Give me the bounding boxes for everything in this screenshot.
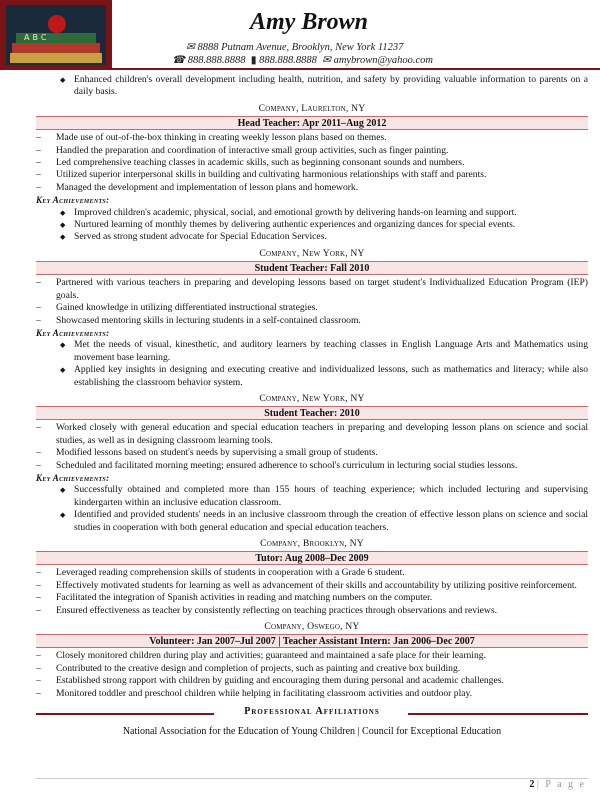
duty-text: Facilitated the integration of Spanish activities in reading and matching numbers on the computer. [56, 592, 433, 604]
page-label: | P a g e [536, 779, 586, 790]
duty-text: Effectively motivated students for learning as well as advancement of their skills and accountability by utilizing positive reinforcement. [56, 579, 577, 591]
resume-header [0, 0, 600, 70]
duty-text: Monitored toddler and preschool children while helping in facilitating classroom activities and outdoor play. [56, 687, 473, 699]
job-title: Student Teacher: 2010 [36, 406, 588, 420]
job-title: Volunteer: Jan 2007–Jul 2007 | Teacher Assistant Intern: Jan 2006–Dec 2007 [36, 634, 588, 648]
footer-divider [36, 778, 588, 779]
achievement-item [36, 231, 588, 243]
dash-bullet-icon: – [36, 157, 41, 169]
achievement-text: Improved children's academic, physical, social, and emotional growth by delivering hands-on learning and support. [74, 206, 517, 218]
achievement-text: Successfully obtained and completed more than 155 hours of teaching experience; which included lecturing and supervising kindergarten within an inclusive education classroom. [74, 484, 588, 508]
duty-text: Gained knowledge in utilizing differentiated instructional strategies. [56, 302, 318, 314]
duty-item [36, 580, 588, 592]
diamond-bullet-icon: ◆ [60, 341, 66, 350]
duty-text: Handled the preparation and coordination of interactive small group activities, such as finger painting. [56, 144, 449, 156]
professional-heading: Professional Affiliations [244, 706, 380, 718]
professional-heading-row [36, 706, 588, 720]
dash-bullet-icon: – [36, 132, 41, 144]
job-title: Head Teacher: Apr 2011–Aug 2012 [36, 116, 588, 130]
duty-item [36, 605, 588, 617]
jobs-list [36, 103, 588, 700]
key-achievements-label: Key Achievements: [36, 195, 110, 206]
dash-bullet-icon: – [36, 422, 41, 434]
duty-item [36, 447, 588, 459]
duty-text: Led comprehensive teaching classes in academic skills, such as beginning consonant sounds and numbers. [56, 157, 465, 169]
duty-text: Partnered with various teachers in preparing and developing lessons based on target student's Individualized Education Program (IEP) goals. [56, 277, 588, 301]
duty-item [36, 145, 588, 157]
logo-text: ABC [24, 33, 50, 42]
dash-bullet-icon: – [36, 662, 41, 674]
duty-text: Worked closely with general education and special education teachers in preparing and developing lesson plans on science and social studies, as well as in designing classroom learning tools. [56, 422, 588, 446]
address-line [186, 42, 403, 54]
dash-bullet-icon: – [36, 447, 41, 459]
logo-image [0, 0, 112, 70]
resume-body [36, 74, 588, 738]
diamond-bullet-icon: ◆ [60, 76, 66, 84]
job-company: Company, New York, NY [259, 247, 365, 259]
achievement-item [36, 484, 588, 509]
duty-item [36, 277, 588, 302]
duty-item [36, 650, 588, 662]
duty-text: Ensured effectiveness as teacher by consistently reflecting on teaching practices through observations and reviews. [56, 604, 497, 616]
job-company: Company, New York, NY [259, 392, 365, 404]
diamond-bullet-icon: ◆ [60, 233, 66, 242]
job-title: Tutor: Aug 2008–Dec 2009 [36, 551, 588, 565]
apple-icon [48, 15, 66, 33]
job-company: Company, Brooklyn, NY [260, 538, 364, 549]
achievement-text: Met the needs of visual, kinesthetic, and auditory learners by teaching classes in English Language Arts and Mathematics using movement base learning. [74, 339, 588, 363]
dash-bullet-icon: – [36, 459, 41, 471]
page-number: 2 [529, 779, 535, 790]
dash-bullet-icon: – [36, 675, 41, 687]
logo-books-image [6, 5, 106, 65]
dash-bullet-icon: – [36, 302, 41, 314]
achievement-item [36, 509, 588, 534]
duty-item [36, 157, 588, 169]
achievement-text: Nurtured learning of monthly themes by delivering authentic experiences and organizing dances for special events. [74, 219, 516, 231]
duty-item [36, 169, 588, 181]
dash-bullet-icon: – [36, 579, 41, 591]
dash-bullet-icon: – [36, 144, 41, 156]
dash-bullet-icon: – [36, 687, 41, 699]
duty-item [36, 182, 588, 194]
phone-icon: ☎ [172, 55, 186, 66]
duty-text: Established strong rapport with children by guiding and encouraging them during personal and academic challenges. [56, 675, 504, 687]
mobile-text: 888.888.8888 [259, 55, 317, 66]
mobile-icon: ▮ [250, 55, 257, 66]
address-text: 8888 Putnam Avenue, Brooklyn, New York 11237 [197, 42, 404, 53]
achievement-text: Served as strong student advocate for Special Education Services. [74, 231, 327, 243]
job-title: Student Teacher: Fall 2010 [36, 261, 588, 275]
job-company: Company, Laurelton, NY [258, 102, 366, 114]
duty-text: Utilized superior interpersonal skills in building and cultivating harmonious relationships with staff and parents. [56, 169, 487, 181]
achievement-text: Applied key insights in designing and executing creative and individualized lessons, such as mathematics and literacy; while also establishing the classroom behavior system. [74, 364, 588, 388]
page-footer [529, 779, 586, 791]
duty-item [36, 675, 588, 687]
diamond-bullet-icon: ◆ [60, 511, 66, 520]
candidate-name: Amy Brown [250, 9, 369, 35]
professional-affiliations: National Association for the Education of Young Children | Council for Exceptional Education [122, 726, 502, 738]
duty-item [36, 302, 588, 314]
diamond-bullet-icon: ◆ [60, 486, 66, 495]
duty-text: Contributed to the creative design and completion of projects, such as painting and creative box building. [56, 662, 461, 674]
dash-bullet-icon: – [36, 604, 41, 616]
duty-item [36, 460, 588, 472]
dash-bullet-icon: – [36, 567, 41, 579]
duty-item [36, 592, 588, 604]
phone-text: 888.888.8888 [187, 55, 246, 66]
email-text: amybrown@yahoo.com [333, 55, 433, 66]
achievement-text: Identified and provided students' needs in an inclusive classroom through the creation of effective lesson plans on science and social studies in cooperation with both general education and special education teachers. [74, 509, 588, 533]
achievement-item [36, 207, 588, 219]
achievement-item [36, 339, 588, 364]
envelope-icon: ✉ [186, 42, 195, 53]
intro-bullet: ◆ Enhanced children's overall development including health, nutrition, and safety by providing valuable information to parents on a daily basis. [60, 74, 588, 98]
duty-item [36, 132, 588, 144]
duty-text: Scheduled and facilitated morning meeting; ensured adherence to school's curriculum in lecturing social studies lessons. [56, 459, 518, 471]
duty-item [36, 567, 588, 579]
duty-item [36, 315, 588, 327]
duty-text: Made use of out-of-the-box thinking in creating weekly lesson plans based on themes. [56, 132, 387, 144]
job-company: Company, Oswego, NY [264, 621, 360, 633]
dash-bullet-icon: – [36, 181, 41, 193]
duty-text: Closely monitored children during play and activities; guaranteed and maintained a safe place for their learning. [56, 650, 486, 662]
dash-bullet-icon: – [36, 650, 41, 662]
duty-item [36, 688, 588, 700]
key-achievements-label: Key Achievements: [36, 472, 110, 483]
duty-text: Modified lessons based on student's needs by supervising a small group of students. [56, 447, 378, 459]
dash-bullet-icon: – [36, 592, 41, 604]
diamond-bullet-icon: ◆ [60, 208, 66, 217]
achievement-item [36, 364, 588, 389]
diamond-bullet-icon: ◆ [60, 221, 66, 230]
header-divider [112, 68, 600, 70]
duty-text: Showcased mentoring skills in lecturing students in a self-contained classroom. [56, 314, 361, 326]
dash-bullet-icon: – [36, 314, 41, 326]
contact-line [172, 55, 433, 67]
mail-icon: ✉ [322, 55, 331, 66]
duty-item [36, 663, 588, 675]
dash-bullet-icon: – [36, 169, 41, 181]
achievement-item [36, 219, 588, 231]
heading-divider-right [408, 713, 588, 715]
duty-item [36, 422, 588, 447]
dash-bullet-icon: – [36, 277, 41, 289]
duty-text: Managed the development and implementation of lesson plans and homework. [56, 181, 359, 193]
key-achievements-label: Key Achievements: [36, 327, 110, 338]
duty-text: Leveraged reading comprehension skills of students in cooperation with a Grade 6 student. [56, 567, 405, 579]
diamond-bullet-icon: ◆ [60, 366, 66, 375]
